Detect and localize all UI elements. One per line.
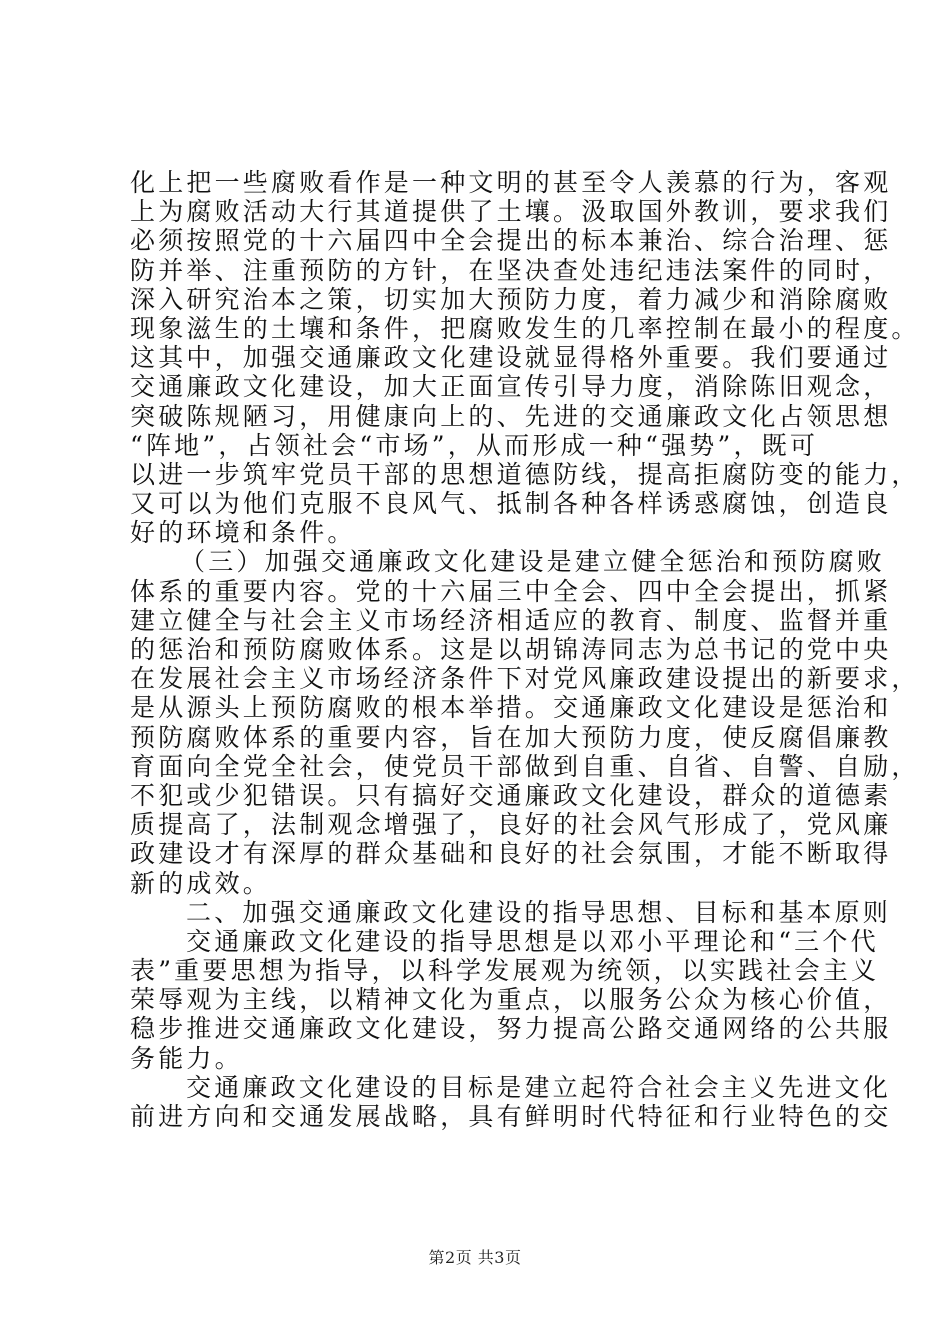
text-line: 是从源头上预防腐败的根本举措。交通廉政文化建设是惩治和 [130, 693, 892, 723]
text-line: 上为腐败活动大行其道提供了土壤。汲取国外教训，要求我们 [130, 197, 892, 227]
text-line: 以进一步筑牢党员干部的思想道德防线，提高拒腐防变的能力， [130, 459, 920, 489]
text-line: 建立健全与社会主义市场经济相适应的教育、制度、监督并重 [130, 605, 892, 635]
text-line: 的惩治和预防腐败体系。这是以胡锦涛同志为总书记的党中央 [130, 635, 892, 664]
text-line: 现象滋生的土壤和条件，把腐败发生的几率控制在最小的程度。 [130, 313, 920, 343]
text-line: 深入研究治本之策，切实加大预防力度，着力减少和消除腐败 [130, 284, 892, 314]
text-line: 不犯或少犯错误。只有搞好交通廉政文化建设，群众的道德素 [130, 780, 892, 810]
text-line: 务能力。 [130, 1043, 243, 1073]
text-line: 政建设才有深厚的群众基础和良好的社会氛围，才能不断取得 [130, 839, 892, 869]
text-line: 突破陈规陋习，用健康向上的、先进的交通廉政文化占领思想 [130, 401, 892, 431]
paragraph-start: 交通廉政文化建设的指导思想是以邓小平理论和“三个代 [186, 926, 879, 956]
text-line: 防并举、注重预防的方针，在坚决查处违纪违法案件的同时， [130, 255, 892, 285]
section-heading-2: 二、加强交通廉政文化建设的指导思想、目标和基本原则 [186, 897, 892, 927]
text-line: 表”重要思想为指导，以科学发展观为统领，以实践社会主义 [130, 956, 880, 986]
text-line: 体系的重要内容。党的十六届三中全会、四中全会提出，抓紧 [130, 576, 892, 606]
section-heading-3: （三）加强交通廉政文化建设是建立健全惩治和预防腐败 [180, 547, 886, 577]
text-line: 预防腐败体系的重要内容，旨在加大预防力度，使反腐倡廉教 [130, 722, 892, 752]
paragraph-start: 交通廉政文化建设的目标是建立起符合社会主义先进文化 [186, 1072, 892, 1102]
text-line: 必须按照党的十六届四中全会提出的标本兼治、综合治理、惩 [130, 226, 892, 256]
text-line: 在发展社会主义市场经济条件下对党风廉政建设提出的新要求， [130, 664, 920, 694]
text-line: 前进方向和交通发展战略，具有鲜明时代特征和行业特色的交 [130, 1102, 892, 1131]
text-line: 交通廉政文化建设，加大正面宣传引导力度，消除陈旧观念， [130, 372, 892, 402]
text-line: 新的成效。 [130, 868, 272, 898]
text-line: 育面向全党全社会，使党员干部做到自重、自省、自警、自励， [130, 751, 920, 781]
text-line: 稳步推进交通廉政文化建设，努力提高公路交通网络的公共服 [130, 1014, 892, 1044]
text-line: 又可以为他们克服不良风气、抵制各种各样诱惑腐蚀，创造良 [130, 489, 892, 519]
text-line: 质提高了，法制观念增强了，良好的社会风气形成了，党风廉 [130, 810, 892, 840]
text-line: 化上把一些腐败看作是一种文明的甚至令人羡慕的行为，客观 [130, 168, 892, 197]
text-line: “阵地”，占领社会“市场”，从而形成一种“强势”，既可 [130, 430, 819, 460]
body-text [130, 168, 920, 1131]
page-number-footer: 第2页 共3页 [428, 1248, 522, 1267]
text-line: 好的环境和条件。 [130, 518, 356, 548]
text-line: 这其中，加强交通廉政文化建设就显得格外重要。我们要通过 [130, 343, 892, 373]
text-line: 荣辱观为主线，以精神文化为重点，以服务公众为核心价值， [130, 985, 892, 1015]
